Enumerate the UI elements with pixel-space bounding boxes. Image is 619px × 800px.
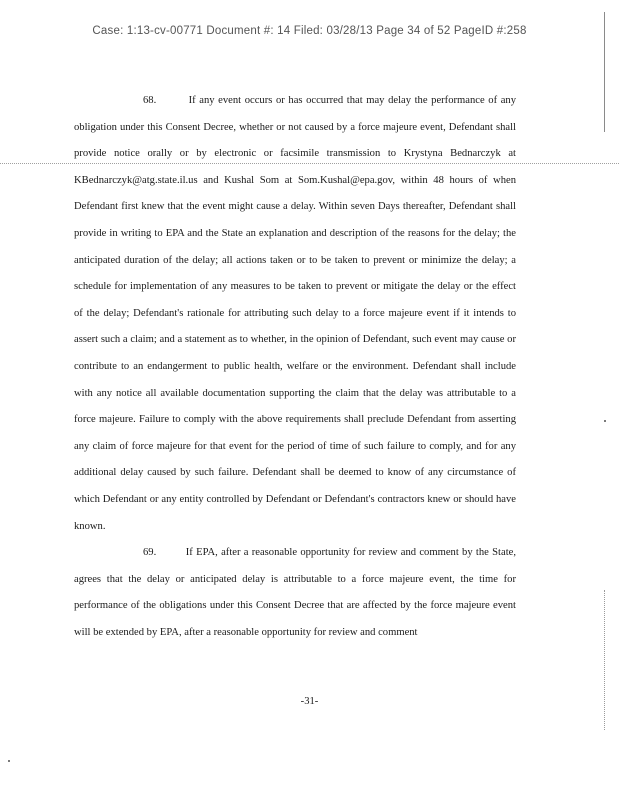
scan-edge-line-lower: [604, 590, 605, 730]
case-header: Case: 1:13-cv-00771 Document #: 14 Filed: 03/28/13 Page 34 of 52 PageID #:258: [92, 25, 527, 37]
paragraph-number: 68.: [143, 95, 157, 106]
paragraph-text: If EPA, after a reasonable opportunity for review and comment by the State, agrees that the delay or anticipated delay is attributable to a force majeure event, the time for performance of the obligations under this Consent Decree that are affected by the force majeure event will be extended by EPA, after a reasonable opportunity for review and comment: [74, 547, 516, 638]
paragraph-68: [74, 88, 516, 540]
scan-speck: [8, 760, 10, 762]
page-number: -31-: [300, 696, 319, 707]
scan-edge-line: [604, 12, 605, 132]
paragraph-69: [74, 540, 516, 646]
paragraph-text: If any event occurs or has occurred that may delay the performance of any obligation under this Consent Decree, whether or not caused by a force majeure event, Defendant shall provide notice orally or by electronic or facsimile transmission to Krystyna Bednarczyk at KBednarczyk@atg.state.il.us and Kushal Som at Som.Kushal@epa.gov, within 48 hours of when Defendant first knew that the event might cause a delay. Within seven Days thereafter, Defendant shall provide in writing to EPA and the State an explanation and description of the reasons for the delay; the anticipated duration of the delay; all actions taken or to be taken to prevent or minimize the delay; a schedule for implementation of any measures to be taken to prevent or mitigate the delay or the effect of the delay; Defendant's rationale for attributing such delay to a force majeure event if it intends to assert such a claim; and a statement as to whether, in the opinion of Defendant, such event may cause or contribute to an endangerment to public health, welfare or the environment. Defendant shall include with any notice all available documentation supporting the claim that the delay was attributable to a force majeure. Failure to comply with the above requirements shall preclude Defendant from asserting any claim of force majeure for that event for the period of time of such failure to comply, and for any additional delay caused by such failure. Defendant shall be deemed to know of any circumstance of which Defendant or any entity controlled by Defendant or Defendant's contractors knew or should have known.: [74, 95, 516, 532]
scan-speck: [604, 420, 606, 422]
paragraph-number: 69.: [143, 547, 157, 559]
document-body: [74, 88, 516, 646]
